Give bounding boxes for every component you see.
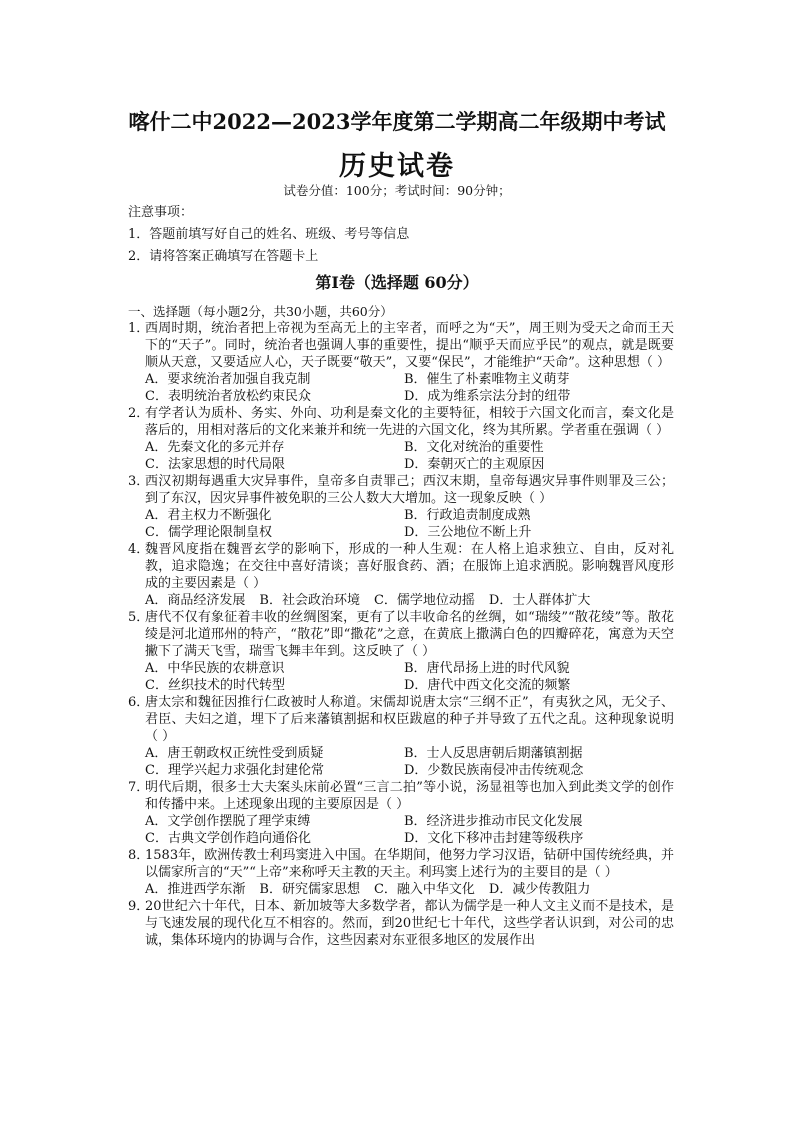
option-b: B．文化对统治的重要性	[404, 440, 544, 455]
option-d: D．士人群体扩大	[488, 593, 591, 608]
question-options	[128, 592, 674, 609]
question-item	[128, 898, 674, 949]
option-b: B．催生了朴素唯物主义萌芽	[404, 372, 570, 387]
question-list	[128, 320, 674, 949]
option-c: C．儒学理论限制皇权	[145, 525, 272, 540]
question-options	[128, 813, 674, 847]
question-stem: 有学者认为质朴、务实、外向、功利是秦文化的主要特征，相较于六国文化而言，秦文化是落后的，用相对落后的文化来兼并和统一先进的六国文化，终为其所累。学者重在强调（ ）	[145, 406, 674, 438]
question-number: 6．	[128, 695, 150, 710]
question-stem: 西汉初期每遇重大灾异事件，皇帝多自责罪己；西汉末期，皇帝每遇灾异事件则罪及三公；到了东汉，因灾异事件被免职的三公人数大大增加。这一现象反映（ ）	[145, 474, 674, 506]
option-a: A．商品经济发展	[145, 593, 246, 608]
question-stem: 唐代不仅有象征着丰收的丝绸图案，更有了以丰收命名的丝绸，如“瑞绫”“散花绫”等。散花绫是河北道邢州的特产，“散花”即“撒花”之意，在黄底上撒满白色的四瓣碎花，寓意为天空撇下了满天飞雪，瑞雪飞舞丰年到。这反映了（ ）	[145, 610, 674, 659]
exam-subject: 历史试卷	[339, 151, 455, 182]
question-options	[128, 881, 674, 898]
option-a: A．文学创作摆脱了理学束缚	[145, 814, 311, 829]
question-item	[128, 473, 674, 541]
option-a: A．唐王朝政权正统性受到质疑	[145, 746, 324, 761]
option-d: D．成为维系宗法分封的纽带	[404, 389, 571, 404]
option-d: D．秦朝灭亡的主观原因	[404, 457, 545, 472]
option-c: C．法家思想的时代局限	[145, 457, 285, 472]
question-number: 9．	[128, 899, 150, 914]
question-stem: 明代后期，很多士大夫案头床前必置“三言二拍”等小说，汤显祖等也加入到此类文学的创作和传播中来。上述现象出现的主要原因是（ ）	[145, 780, 674, 812]
question-number: 5．	[128, 610, 150, 625]
question-stem: 唐太宗和魏征因推行仁政被时人称道。宋儒却说唐太宗“三纲不正”，有夷狄之风，无父子、君臣、夫妇之道，埋下了后来藩镇割据和权臣跋扈的种子并导致了五代之乱。这种现象说明（ ）	[145, 695, 674, 744]
question-item	[128, 320, 674, 405]
question-item	[128, 541, 674, 609]
question-number: 4．	[128, 542, 150, 557]
section-heading: 第I卷（选择题 60分）	[315, 273, 479, 292]
option-d: D．三公地位不断上升	[404, 525, 532, 540]
option-d: D．唐代中西文化交流的频繁	[404, 678, 571, 693]
question-options	[128, 439, 674, 473]
question-number: 8．	[128, 848, 150, 863]
question-number: 3．	[128, 474, 150, 489]
notes-block	[128, 202, 409, 268]
notes-heading: 注意事项：	[128, 205, 194, 220]
notes-item: 2．请将答案正确填写在答题卡上	[128, 249, 319, 264]
question-stem: 西周时期，统治者把上帝视为至高无上的主宰者，而呼之为“天”，周王则为受天之命而王天下的“天子”。同时，统治者也强调人事的重要性，提出“顺乎天而应乎民”的观点，就是既要顺从天意，又要适应人心，天子既要“敬天”，又要“保民”，才能维护“天命”。这种思想（ ）	[145, 321, 674, 370]
option-a: A．先秦文化的多元并存	[145, 440, 285, 455]
question-item	[128, 694, 674, 779]
option-c: C．儒学地位动摇	[373, 593, 475, 608]
option-b: B．经济进步推动市民文化发展	[404, 814, 583, 829]
part-heading: 一、选择题（每小题2分，共30小题，共60分）	[128, 304, 393, 319]
question-item	[128, 779, 674, 847]
question-stem: 魏晋风度指在魏晋玄学的影响下，形成的一种人生观：在人格上追求独立、自由，反对礼教，追求隐逸；在交往中喜好清谈；喜好服食药、酒；在服饰上追求洒脱。影响魏晋风度形成的主要因素是（ ）	[145, 542, 674, 591]
question-item	[128, 405, 674, 473]
option-d: D．少数民族南侵冲击传统观念	[404, 763, 584, 778]
option-d: D．减少传教阻力	[488, 882, 591, 897]
question-number: 2．	[128, 406, 150, 421]
option-b: B．社会政治环境	[259, 593, 360, 608]
option-a: A．君主权力不断强化	[145, 508, 272, 523]
question-stem: 1583年，欧洲传教士利玛窦进入中国。在华期间，他努力学习汉语，钻研中国传统经典，并以儒家所言的“天”“上帝”来称呼天主教的天主。利玛窦上述行为的主要目的是（ ）	[145, 848, 674, 880]
question-options	[128, 660, 674, 694]
option-c: C．古典文学创作趋向通俗化	[145, 831, 311, 846]
option-c: C．融入中华文化	[373, 882, 475, 897]
option-b: B．唐代昂扬上进的时代风貌	[404, 661, 570, 676]
question-item	[128, 609, 674, 694]
question-number: 1．	[128, 321, 150, 336]
question-options	[128, 371, 674, 405]
option-c: C．理学兴起力求强化封建伦常	[145, 763, 324, 778]
option-d: D．文化下移冲击封建等级秩序	[404, 831, 584, 846]
exam-meta: 试卷分值：100分；考试时间：90分钟；	[283, 183, 511, 198]
question-number: 7．	[128, 780, 150, 795]
question-options	[128, 507, 674, 541]
question-item	[128, 847, 674, 898]
option-b: B．士人反思唐朝后期藩镇割据	[404, 746, 583, 761]
option-b: B．行政追责制度成熟	[404, 508, 531, 523]
option-b: B．研究儒家思想	[259, 882, 360, 897]
exam-title: 喀什二中2022—2023学年度第二学期高二年级期中考试	[128, 109, 666, 134]
notes-item: 1．答题前填写好自己的姓名、班级、考号等信息	[128, 227, 410, 242]
option-a: A．推进西学东渐	[145, 882, 246, 897]
option-c: C．表明统治者放松约束民众	[145, 389, 311, 404]
option-a: A．要求统治者加强自我克制	[145, 372, 311, 387]
option-a: A．中华民族的农耕意识	[145, 661, 285, 676]
question-stem: 20世纪六十年代，日本、新加坡等大多数学者，都认为儒学是一种人文主义而不是技术，是与飞速发展的现代化互不相容的。然而，到20世纪七十年代，这些学者认识到，对公司的忠诚，集体环境内的协调与合作，这些因素对东亚很多地区的发展作出	[145, 899, 674, 948]
question-options	[128, 745, 674, 779]
option-c: C．丝织技术的时代转型	[145, 678, 285, 693]
